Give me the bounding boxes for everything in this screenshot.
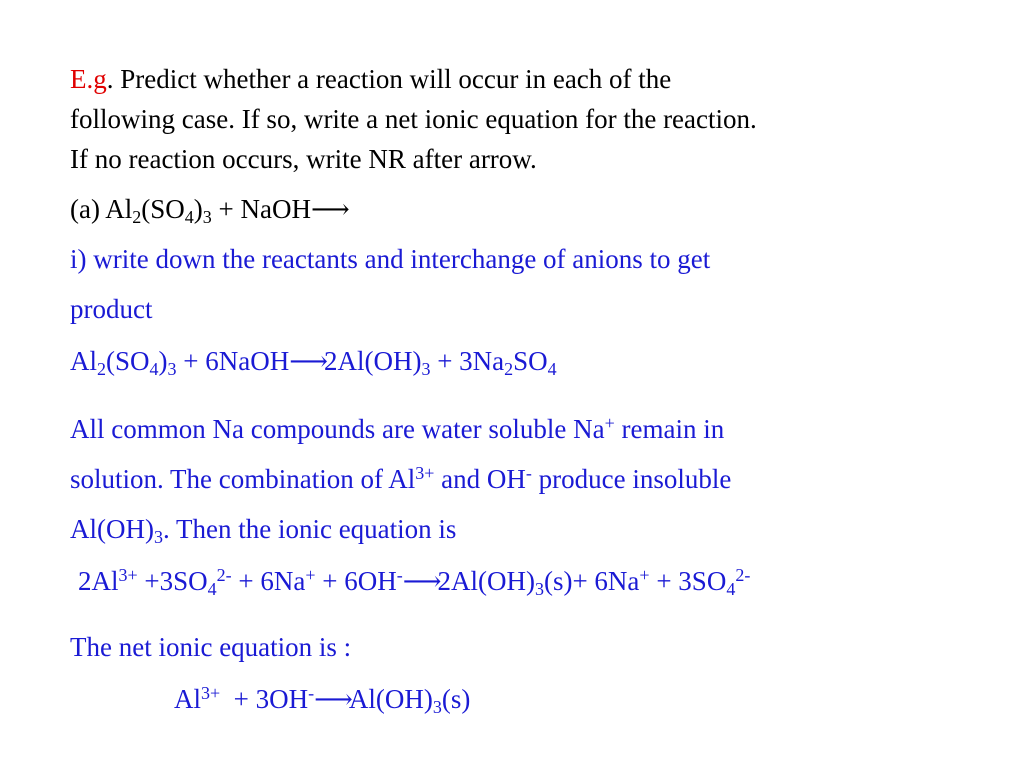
- formula-text: 2Al: [78, 566, 119, 596]
- formula-text: (SO: [141, 194, 185, 224]
- formula-text: + 3OH: [220, 684, 309, 714]
- subscript: 2: [504, 359, 514, 379]
- subscript: 4: [207, 579, 217, 599]
- formula-text: SO: [513, 346, 548, 376]
- intro-line-2: following case. If so, write a net ionic equation for the reaction.: [70, 104, 757, 134]
- superscript: +: [305, 565, 316, 585]
- formula-text: (s)+ 6Na: [543, 566, 640, 596]
- superscript: 3+: [201, 683, 221, 703]
- subscript: 3: [167, 359, 177, 379]
- formula-text: (SO: [106, 346, 150, 376]
- subscript: 3: [153, 527, 163, 547]
- explain-line-1: [70, 413, 725, 444]
- superscript: 2-: [216, 565, 232, 585]
- subscript: 4: [149, 359, 159, 379]
- formula-text: + 3Na: [430, 346, 505, 376]
- explain-text: . Then the ionic equation is: [162, 514, 457, 544]
- full-ionic-equation: [78, 565, 751, 599]
- superscript: -: [396, 565, 403, 585]
- subscript: 4: [726, 579, 736, 599]
- superscript: +: [639, 565, 650, 585]
- subscript: 4: [547, 359, 557, 379]
- part-a-prefix: (a) Al: [70, 194, 133, 224]
- explain-text: Al(OH): [70, 514, 154, 544]
- net-ionic-equation: [174, 683, 471, 717]
- formula-text: Al: [70, 346, 97, 376]
- formula-text: Al: [174, 684, 201, 714]
- intro-line-1: [70, 66, 671, 93]
- example-label: E.g: [70, 64, 107, 94]
- reaction-arrow-icon: ⟶: [289, 346, 324, 376]
- formula-text: + 6Na: [231, 566, 306, 596]
- step-i-line-2: product: [70, 294, 153, 324]
- explain-line-2: [70, 463, 732, 494]
- superscript: 3+: [415, 463, 435, 483]
- formula-text: + 6OH: [315, 566, 397, 596]
- intro-text-1: . Predict whether a reaction will occur in each of the: [106, 64, 672, 94]
- subscript: 3: [202, 207, 212, 227]
- formula-text: +3SO: [137, 566, 208, 596]
- formula-text: + 3SO: [649, 566, 727, 596]
- formula-text: 2Al(OH): [323, 346, 422, 376]
- reaction-arrow-icon: ⟶: [402, 566, 438, 596]
- subscript: 3: [432, 697, 442, 717]
- subscript: 2: [132, 207, 142, 227]
- formula-text: ): [193, 194, 203, 224]
- subscript: 2: [97, 359, 106, 379]
- reaction-arrow-icon: ⟶: [310, 194, 346, 224]
- explain-line-3: [70, 514, 457, 547]
- superscript: -: [525, 463, 532, 483]
- superscript: +: [604, 413, 615, 433]
- explain-text: solution. The combination of Al: [70, 464, 416, 494]
- step-i-line-1: i) write down the reactants and interchange of anions to get: [70, 244, 711, 274]
- explain-text: All common Na compounds are water soluble Na: [70, 414, 605, 444]
- explain-text: remain in: [614, 414, 725, 444]
- net-ionic-heading: The net ionic equation is :: [70, 632, 352, 662]
- explain-text: produce insoluble: [531, 464, 732, 494]
- formula-text: + 6NaOH: [176, 346, 290, 376]
- superscript: -: [308, 683, 315, 703]
- formula-text: Al(OH): [348, 684, 433, 714]
- molecular-equation: [70, 346, 557, 379]
- subscript: 3: [534, 579, 544, 599]
- formula-text: (s): [441, 684, 471, 714]
- part-a-reaction: [70, 194, 346, 227]
- formula-text: + NaOH: [211, 194, 311, 224]
- reaction-arrow-icon: ⟶: [314, 684, 349, 714]
- superscript: 3+: [118, 565, 138, 585]
- subscript: 3: [421, 359, 431, 379]
- superscript: 2-: [735, 565, 751, 585]
- formula-text: 2Al(OH): [437, 566, 535, 596]
- subscript: 4: [184, 207, 194, 227]
- formula-text: ): [158, 346, 168, 376]
- explain-text: and OH: [434, 464, 526, 494]
- intro-line-3: If no reaction occurs, write NR after arrow.: [70, 144, 537, 174]
